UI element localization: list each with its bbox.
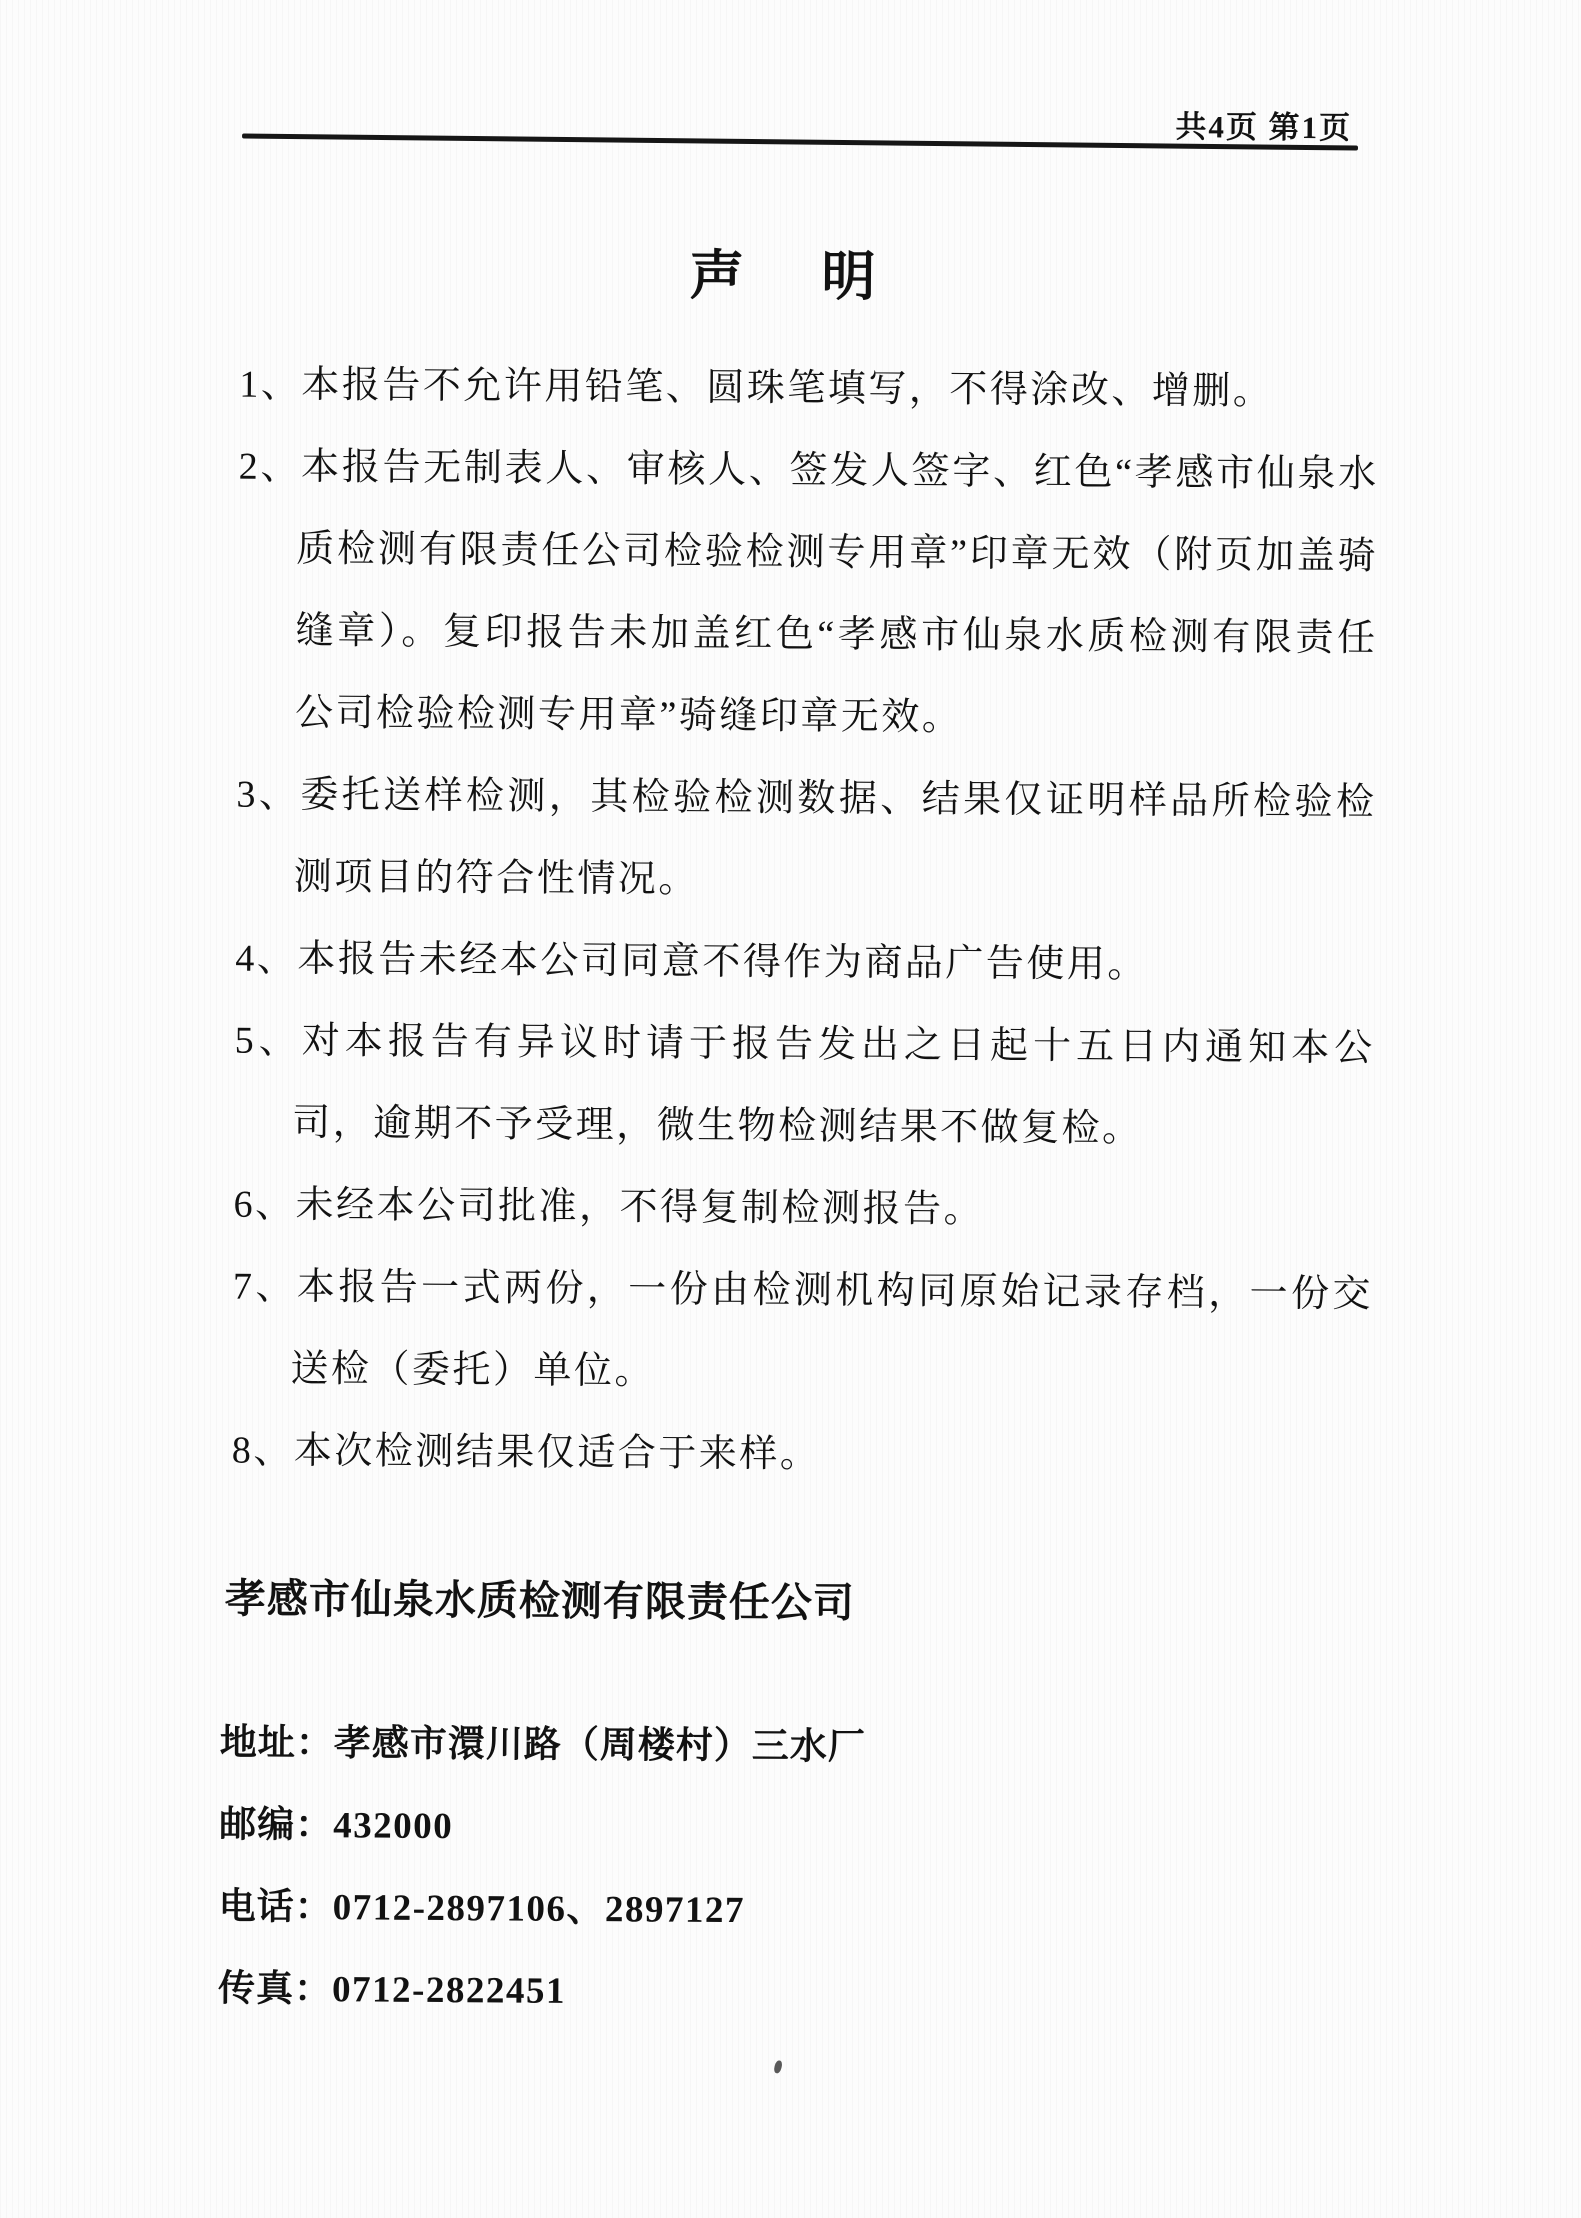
- item-number: 4、: [235, 937, 298, 981]
- address-label: 地址：: [219, 1721, 334, 1764]
- item-number: 2、: [238, 445, 302, 489]
- item-number: 6、: [233, 1183, 296, 1226]
- item-number: 5、: [234, 1019, 302, 1063]
- company-name: 孝感市仙泉水质检测有限责任公司: [224, 1575, 855, 1626]
- item-number: 1、: [239, 363, 302, 407]
- statement-item-3: [236, 754, 1377, 926]
- postcode-line: [219, 1783, 866, 1870]
- statement-item-7: [232, 1246, 1373, 1418]
- statement-item-4: [235, 918, 1376, 1008]
- fax-label: 传真：: [217, 1967, 333, 2010]
- item-number: 3、: [236, 773, 301, 817]
- item-number: 8、: [231, 1429, 295, 1472]
- item-text: 未经本公司批准，不得复制检测报告。: [295, 1183, 985, 1231]
- postcode-label: 邮编：: [219, 1803, 334, 1846]
- postcode-value: 432000: [333, 1805, 454, 1848]
- statement-title: 声 明: [689, 245, 888, 308]
- item-text: 委托送样检测，其检验检测数据、结果仅证明样品所检验检测项目的符合性情况。: [293, 774, 1377, 901]
- contact-block: [218, 1701, 866, 2034]
- page-number: 共4页 第1页: [1175, 109, 1353, 146]
- statement-item-1: [239, 344, 1380, 434]
- statement-list: [232, 344, 1380, 1500]
- scan-artifact-dot: [773, 2060, 783, 2074]
- item-text: 本报告未经本公司同意不得作为商品广告使用。: [297, 938, 1148, 986]
- item-text: 本报告无制表人、审核人、签发人签字、红色“孝感市仙泉水质检测有限责任公司检验检测专用章”印章无效（附页加盖骑缝章）。复印报告未加盖红色“孝感市仙泉水质检测有限责任公司检验检测专用章”骑缝印章无效。: [294, 446, 1379, 739]
- item-text: 对本报告有异议时请于报告发出之日起十五日内通知本公司，逾期不予受理，微生物检测结果不做复检。: [292, 1020, 1375, 1150]
- item-number: 7、: [232, 1265, 298, 1309]
- statement-item-8: [232, 1410, 1373, 1500]
- statement-item-5: [234, 1000, 1375, 1172]
- statement-item-6: [233, 1164, 1374, 1254]
- phone-value: 0712-2897106、2897127: [332, 1887, 746, 1932]
- phone-line: [218, 1865, 865, 1952]
- statement-item-2: [237, 426, 1379, 762]
- fax-value: 0712-2822451: [331, 1969, 567, 2012]
- item-text: 本次检测结果仅适合于来样。: [293, 1429, 821, 1476]
- phone-label: 电话：: [218, 1885, 333, 1928]
- fax-line: [218, 1947, 865, 2034]
- address-value: 孝感市澴川路（周楼村）三水厂: [333, 1723, 866, 1768]
- address-line: [220, 1701, 867, 1788]
- item-text: 本报告一式两份，一份由检测机构同原始记录存档，一份交送检（委托）单位。: [290, 1266, 1374, 1393]
- item-text: 本报告不允许用铅笔、圆珠笔填写，不得涂改、增删。: [301, 364, 1274, 413]
